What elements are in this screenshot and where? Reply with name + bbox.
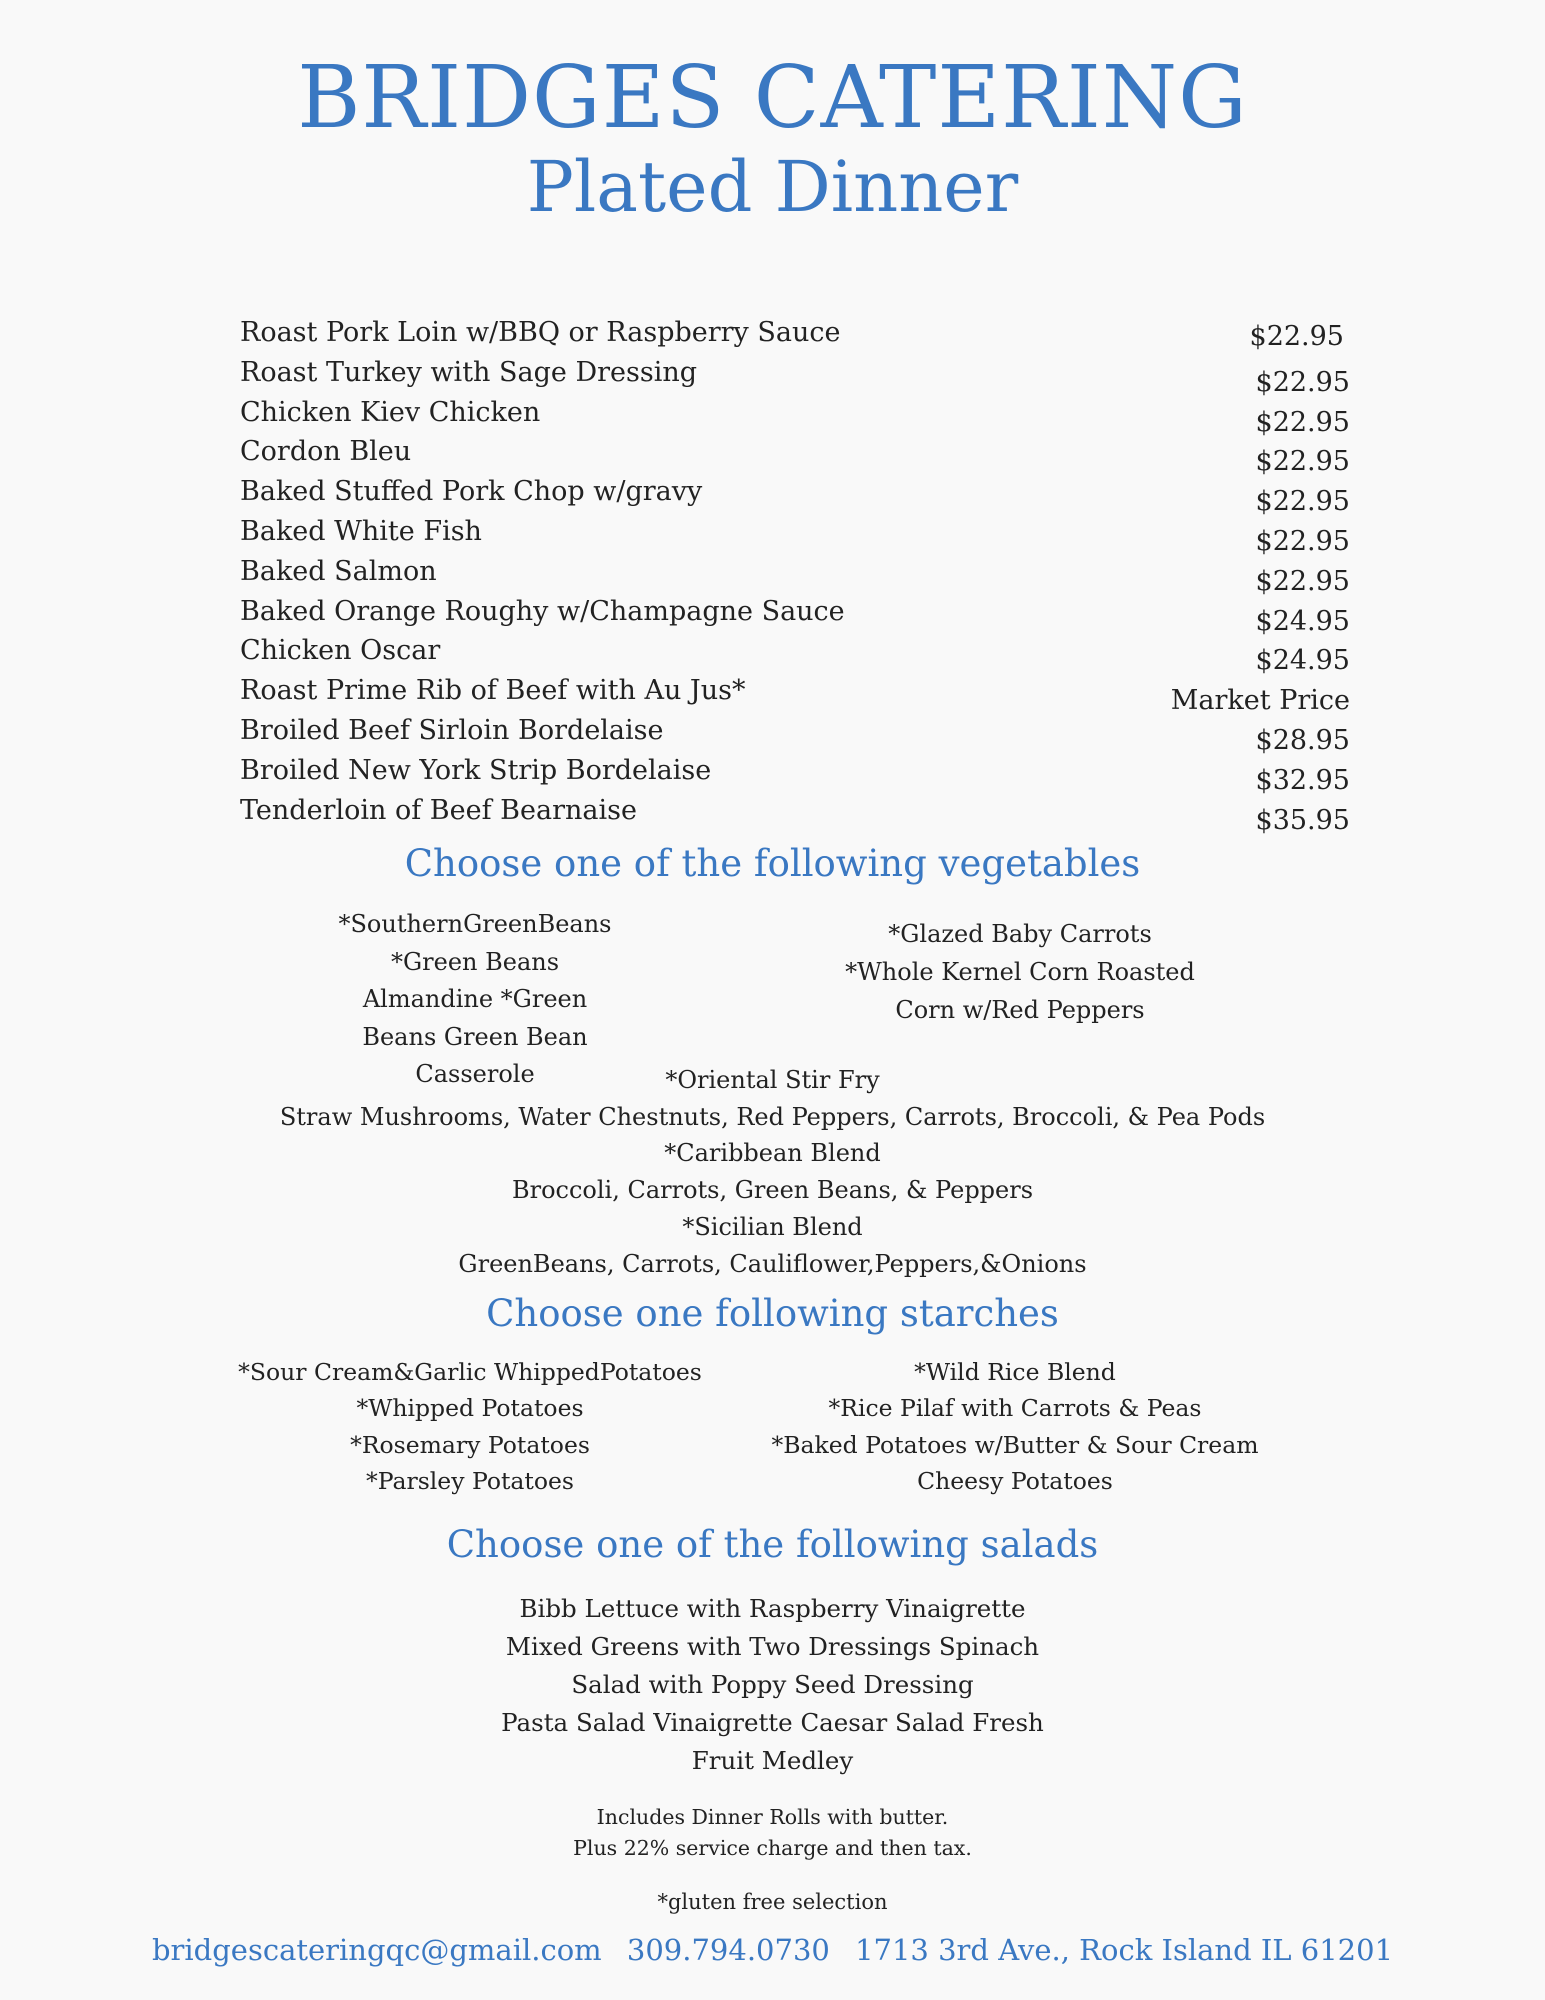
list-item: Broccoli, Carrots, Green Beans, & Peppers — [511, 1176, 1034, 1205]
list-item: Cheesy Potatoes — [917, 1466, 1113, 1495]
list-item — [240, 554, 1350, 597]
entree-price: $22.95 — [1255, 406, 1350, 438]
list-item — [240, 474, 1350, 518]
list-item — [240, 793, 1350, 836]
list-item: *Sour Cream&Garlic WhippedPotatoes — [238, 1358, 702, 1386]
entree-price: $22.95 — [1249, 321, 1344, 352]
entree-price: $24.95 — [1255, 605, 1350, 637]
contact-address: 1713 3rd Ave., Rock Island IL 61201 — [855, 1933, 1394, 1967]
list-item: *Rice Pilaf with Carrots & Peas — [828, 1394, 1202, 1423]
entree-name: Chicken Kiev Chicken — [240, 396, 541, 428]
entree-name: Broiled Beef Sirloin Bordelaise — [240, 714, 664, 746]
vegetables-heading: Choose one of the following vegetables — [404, 842, 1141, 885]
list-item — [240, 673, 1350, 717]
salads-heading: Choose one of the following salads — [446, 1523, 1099, 1566]
list-item: *Caribbean Blend — [664, 1139, 881, 1168]
list-item: Casserole — [415, 1060, 535, 1088]
entree-price: $22.95 — [1255, 525, 1350, 557]
entree-price: Market Price — [1170, 685, 1350, 717]
entree-price: $35.95 — [1255, 804, 1350, 836]
list-item: Corn w/Red Peppers — [895, 996, 1145, 1024]
list-item — [240, 395, 1350, 438]
list-item: *Glazed Baby Carrots — [888, 920, 1152, 948]
list-item — [240, 713, 1350, 756]
list-item: Beans Green Bean — [362, 1022, 588, 1051]
list-item: *Parsley Potatoes — [365, 1466, 574, 1495]
entree-price: $22.95 — [1255, 486, 1350, 518]
entree-name: Roast Pork Loin w/BBQ or Raspberry Sauce — [240, 317, 841, 348]
entree-price: $32.95 — [1255, 764, 1350, 796]
entree-price: $22.95 — [1255, 446, 1350, 478]
list-item: Salad with Poppy Seed Dressing — [571, 1670, 974, 1699]
list-item — [240, 753, 1350, 796]
footer-notes — [0, 1802, 1545, 1864]
gluten-free-note: *gluten free selection — [657, 1890, 888, 1914]
entree-name: Chicken Oscar — [240, 635, 441, 667]
contact-email-link[interactable]: bridgescateringqc@gmail.com — [151, 1933, 602, 1967]
starches-heading: Choose one following starches — [486, 1292, 1059, 1335]
vegetables-right-column — [820, 915, 1220, 1029]
list-item: *Whole Kernel Corn Roasted — [845, 958, 1195, 986]
entree-name: Roast Turkey with Sage Dressing — [240, 356, 698, 388]
list-item: *Sicilian Blend — [682, 1212, 863, 1241]
salads-list — [0, 1590, 1545, 1780]
list-item: Straw Mushrooms, Water Chestnuts, Red Peppers, Carrots, Broccoli, & Pea Pods — [279, 1102, 1266, 1131]
entree-price: $22.95 — [1255, 565, 1350, 597]
starches-left-column — [220, 1354, 720, 1499]
list-item: *Oriental Stir Fry — [665, 1066, 880, 1094]
list-item: Almandine *Green — [362, 985, 588, 1013]
contact-phone: 309.794.0730 — [626, 1933, 830, 1967]
list-item — [240, 514, 1350, 557]
vegetable-blends — [0, 1062, 1545, 1282]
list-item — [240, 434, 1350, 478]
note-service-charge: Plus 22% service charge and then tax. — [573, 1836, 972, 1860]
entree-price: $28.95 — [1255, 724, 1350, 756]
note-rolls: Includes Dinner Rolls with butter. — [596, 1805, 949, 1829]
list-item: GreenBeans, Carrots, Cauliflower,Peppers,&Onions — [458, 1249, 1087, 1278]
list-item: *Baked Potatoes w/Butter & Sour Cream — [771, 1430, 1259, 1459]
entree-price: $22.95 — [1255, 366, 1350, 398]
list-item — [240, 315, 1350, 355]
entree-name: Baked White Fish — [240, 515, 482, 547]
list-item — [240, 633, 1350, 677]
list-item: Mixed Greens with Two Dressings Spinach — [505, 1632, 1040, 1661]
list-item — [240, 355, 1350, 398]
entree-list — [240, 315, 1350, 836]
page-subtitle: Plated Dinner — [526, 146, 1019, 228]
entree-name: Baked Stuffed Pork Chop w/gravy — [240, 476, 703, 508]
entree-name: Broiled New York Strip Bordelaise — [240, 754, 712, 786]
list-item: *Wild Rice Blend — [914, 1358, 1116, 1386]
list-item: *Green Beans — [390, 947, 560, 976]
list-item — [240, 594, 1350, 637]
list-item: Pasta Salad Vinaigrette Caesar Salad Fresh — [501, 1708, 1044, 1737]
page-title: BRIDGES CATERING — [297, 48, 1248, 148]
list-item: Fruit Medley — [691, 1746, 854, 1775]
entree-name: Tenderloin of Beef Bearnaise — [240, 794, 637, 826]
list-item: *Rosemary Potatoes — [350, 1430, 590, 1459]
entree-name: Roast Prime Rib of Beef with Au Jus* — [240, 675, 746, 707]
list-item: Bibb Lettuce with Raspberry Vinaigrette — [519, 1594, 1026, 1623]
list-item: *Whipped Potatoes — [356, 1394, 584, 1423]
entree-name: Baked Orange Roughy w/Champagne Sauce — [240, 595, 845, 627]
entree-name: Baked Salmon — [240, 555, 437, 587]
entree-name: Cordon Bleu — [240, 436, 412, 468]
entree-price: $24.95 — [1255, 645, 1350, 677]
starches-right-column — [760, 1354, 1270, 1499]
list-item: *SouthernGreenBeans — [338, 910, 612, 938]
contact-line — [0, 1930, 1545, 1970]
